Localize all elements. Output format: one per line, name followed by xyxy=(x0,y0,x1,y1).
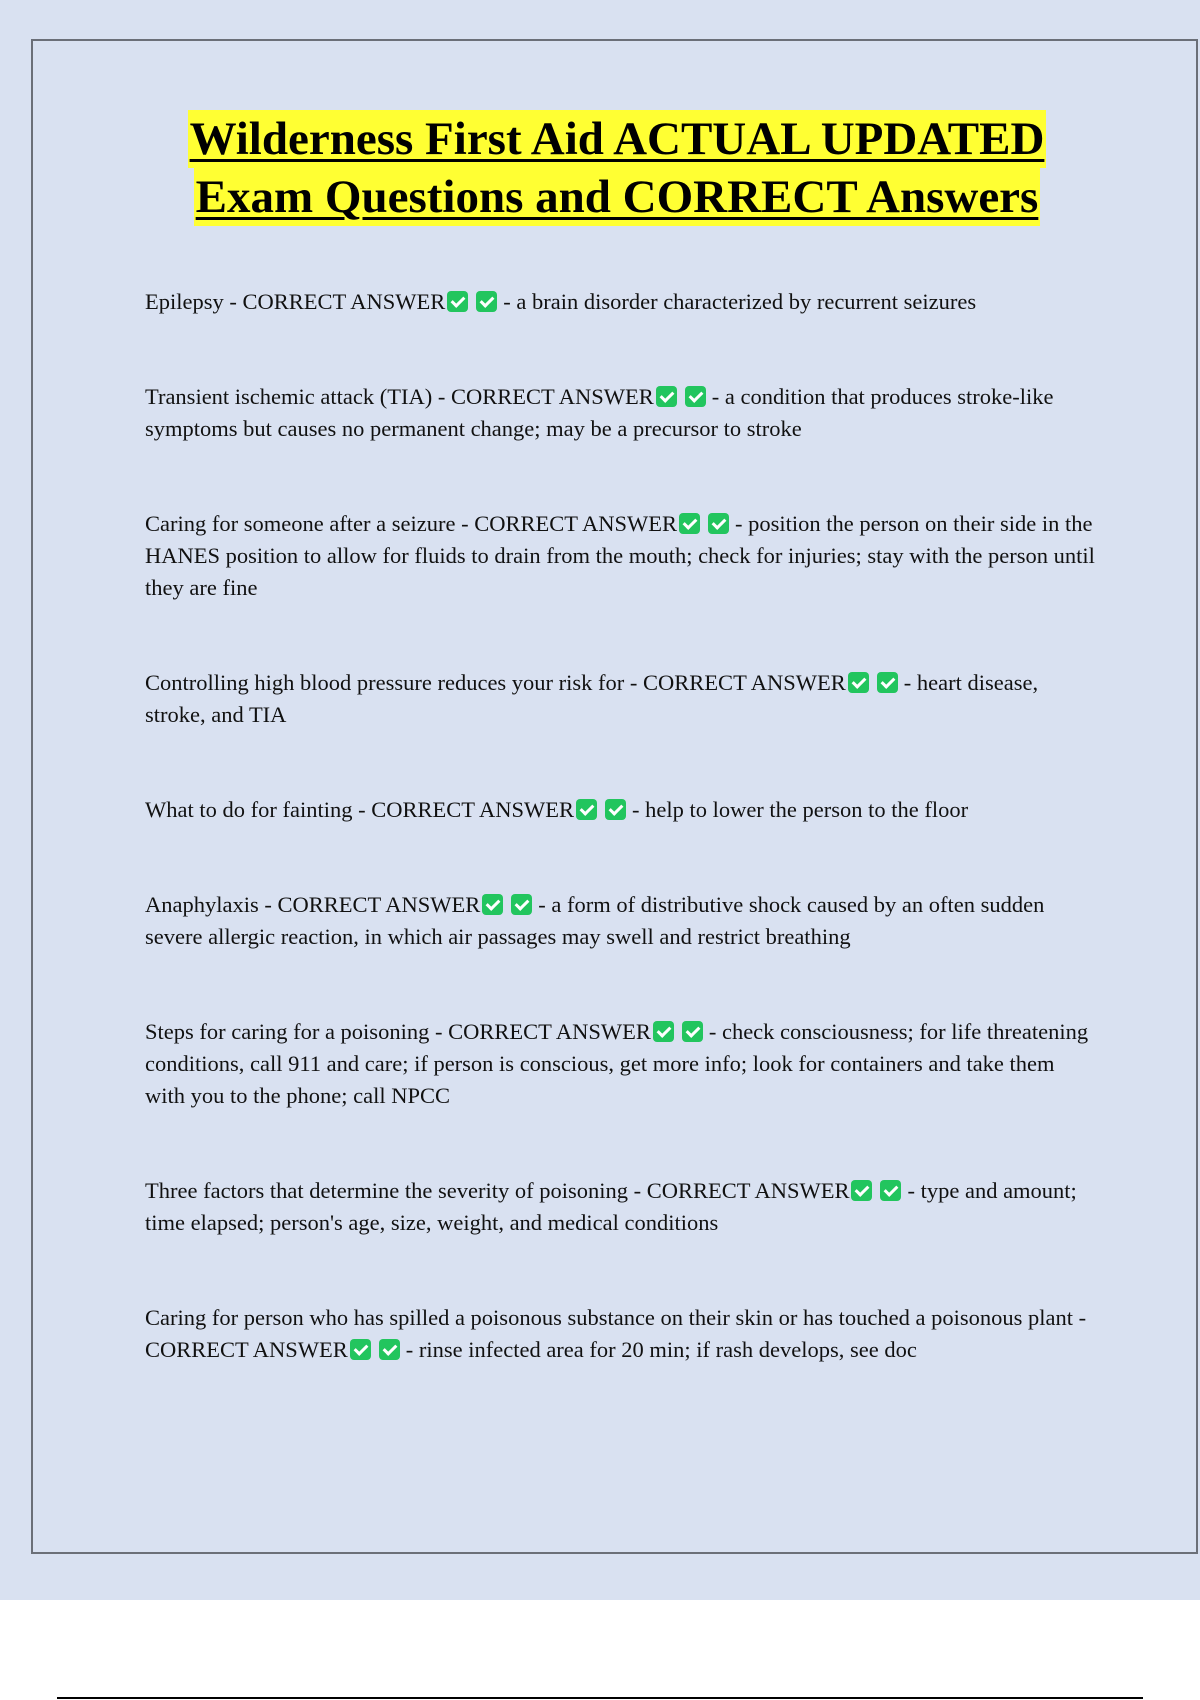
answer-text: heart disease, stroke, and TIA xyxy=(145,670,1039,727)
checkmark-icon xyxy=(476,291,497,312)
correct-answer-marker: CORRECT ANSWER xyxy=(646,1178,850,1203)
document-title xyxy=(0,110,1200,226)
correct-answer-marker: CORRECT ANSWER xyxy=(450,384,654,409)
checkmark-icon xyxy=(576,799,597,820)
answer-text: position the person on their side in the HANES position to allow for fluids to drain from the mouth; check for injuries; stay with the person until they are fine xyxy=(145,511,1095,600)
question-text: Three factors that determine the severity of poisoning xyxy=(145,1178,628,1203)
qa-item: What to do for fainting - CORRECT ANSWER - help to lower the person to the floor xyxy=(145,797,969,822)
checkmark-icon xyxy=(685,386,706,407)
checkmark-icon xyxy=(880,1180,901,1201)
question-text: What to do for fainting xyxy=(145,797,353,822)
answer-text: a condition that produces stroke-like symptoms but causes no permanent change; may be a precursor to stroke xyxy=(145,384,1054,441)
correct-answer-marker: CORRECT ANSWER xyxy=(643,670,846,695)
qa-item: Three factors that determine the severity of poisoning - CORRECT ANSWER - type and amount; time elapsed; person's age, size, weight, and medical conditions xyxy=(145,1178,1077,1235)
answer-text: rinse infected area for 20 min; if rash develops, see doc xyxy=(418,1337,917,1362)
answer-text: a form of distributive shock caused by an often sudden severe allergic reaction, in which air passages may swell and restrict breathing xyxy=(145,892,1045,949)
answer-text: help to lower the person to the floor xyxy=(645,797,969,822)
qa-item: Controlling high blood pressure reduces your risk for - CORRECT ANSWER - heart disease, stroke, and TIA xyxy=(145,670,1039,727)
answer-text: a brain disorder characterized by recurrent seizures xyxy=(516,289,977,314)
checkmark-icon xyxy=(851,1180,872,1201)
checkmark-icon xyxy=(679,513,700,534)
checkmark-icon xyxy=(653,1021,674,1042)
checkmark-icon xyxy=(350,1339,371,1360)
correct-answer-marker: CORRECT ANSWER xyxy=(371,797,574,822)
checkmark-icon xyxy=(848,672,869,693)
checkmark-icon xyxy=(682,1021,703,1042)
qa-item: Caring for someone after a seizure - CORRECT ANSWER - position the person on their side in the HANES position to allow for fluids to drain from the mouth; check for injuries; stay with the person until they are fine xyxy=(145,511,1095,600)
question-text: Epilepsy xyxy=(145,289,224,314)
qa-item: Caring for person who has spilled a poisonous substance on their skin or has touched a poisonous plant - CORRECT ANSWER - rinse infected area for 20 min; if rash develops, see doc xyxy=(145,1305,1087,1362)
correct-answer-marker: CORRECT ANSWER xyxy=(474,511,677,536)
title-line-1: Wilderness First Aid ACTUAL UPDATED xyxy=(188,110,1047,168)
answer-text: type and amount; time elapsed; person's age, size, weight, and medical conditions xyxy=(145,1178,1077,1235)
footer-rule xyxy=(57,1697,1143,1699)
qa-item: Steps for caring for a poisoning - CORRECT ANSWER - check consciousness; for life threatening conditions, call 911 and care; if person is conscious, get more info; look for containers and take them with you to the phone; call NPCC xyxy=(145,1019,1089,1108)
checkmark-icon xyxy=(511,894,532,915)
qa-item: Epilepsy - CORRECT ANSWER - a brain disorder characterized by recurrent seizures xyxy=(145,289,977,314)
correct-answer-marker: CORRECT ANSWER xyxy=(242,289,446,314)
question-text: Caring for someone after a seizure xyxy=(145,511,456,536)
title-line-2: Exam Questions and CORRECT Answers xyxy=(194,168,1041,226)
checkmark-icon xyxy=(877,672,898,693)
question-text: Caring for person who has spilled a poisonous substance on their skin or has touched a poisonous plant xyxy=(145,1305,1073,1330)
correct-answer-marker: CORRECT ANSWER xyxy=(145,1337,348,1362)
qa-item: Transient ischemic attack (TIA) - CORRECT ANSWER - a condition that produces stroke-like symptoms but causes no permanent change; may be a precursor to stroke xyxy=(145,384,1054,441)
checkmark-icon xyxy=(708,513,729,534)
correct-answer-marker: CORRECT ANSWER xyxy=(277,892,481,917)
answer-text: check consciousness; for life threatening conditions, call 911 and care; if person is conscious, get more info; look for containers and take them with you to the phone; call NPCC xyxy=(145,1019,1089,1108)
question-text: Anaphylaxis xyxy=(145,892,259,917)
question-text: Transient ischemic attack (TIA) xyxy=(145,384,433,409)
checkmark-icon xyxy=(605,799,626,820)
question-text: Steps for caring for a poisoning xyxy=(145,1019,430,1044)
checkmark-icon xyxy=(482,894,503,915)
checkmark-icon xyxy=(447,291,468,312)
correct-answer-marker: CORRECT ANSWER xyxy=(448,1019,651,1044)
checkmark-icon xyxy=(379,1339,400,1360)
qa-item: Anaphylaxis - CORRECT ANSWER - a form of distributive shock caused by an often sudden severe allergic reaction, in which air passages may swell and restrict breathing xyxy=(145,892,1045,949)
checkmark-icon xyxy=(656,386,677,407)
qa-list xyxy=(145,286,1100,1366)
question-text: Controlling high blood pressure reduces your risk for xyxy=(145,670,625,695)
